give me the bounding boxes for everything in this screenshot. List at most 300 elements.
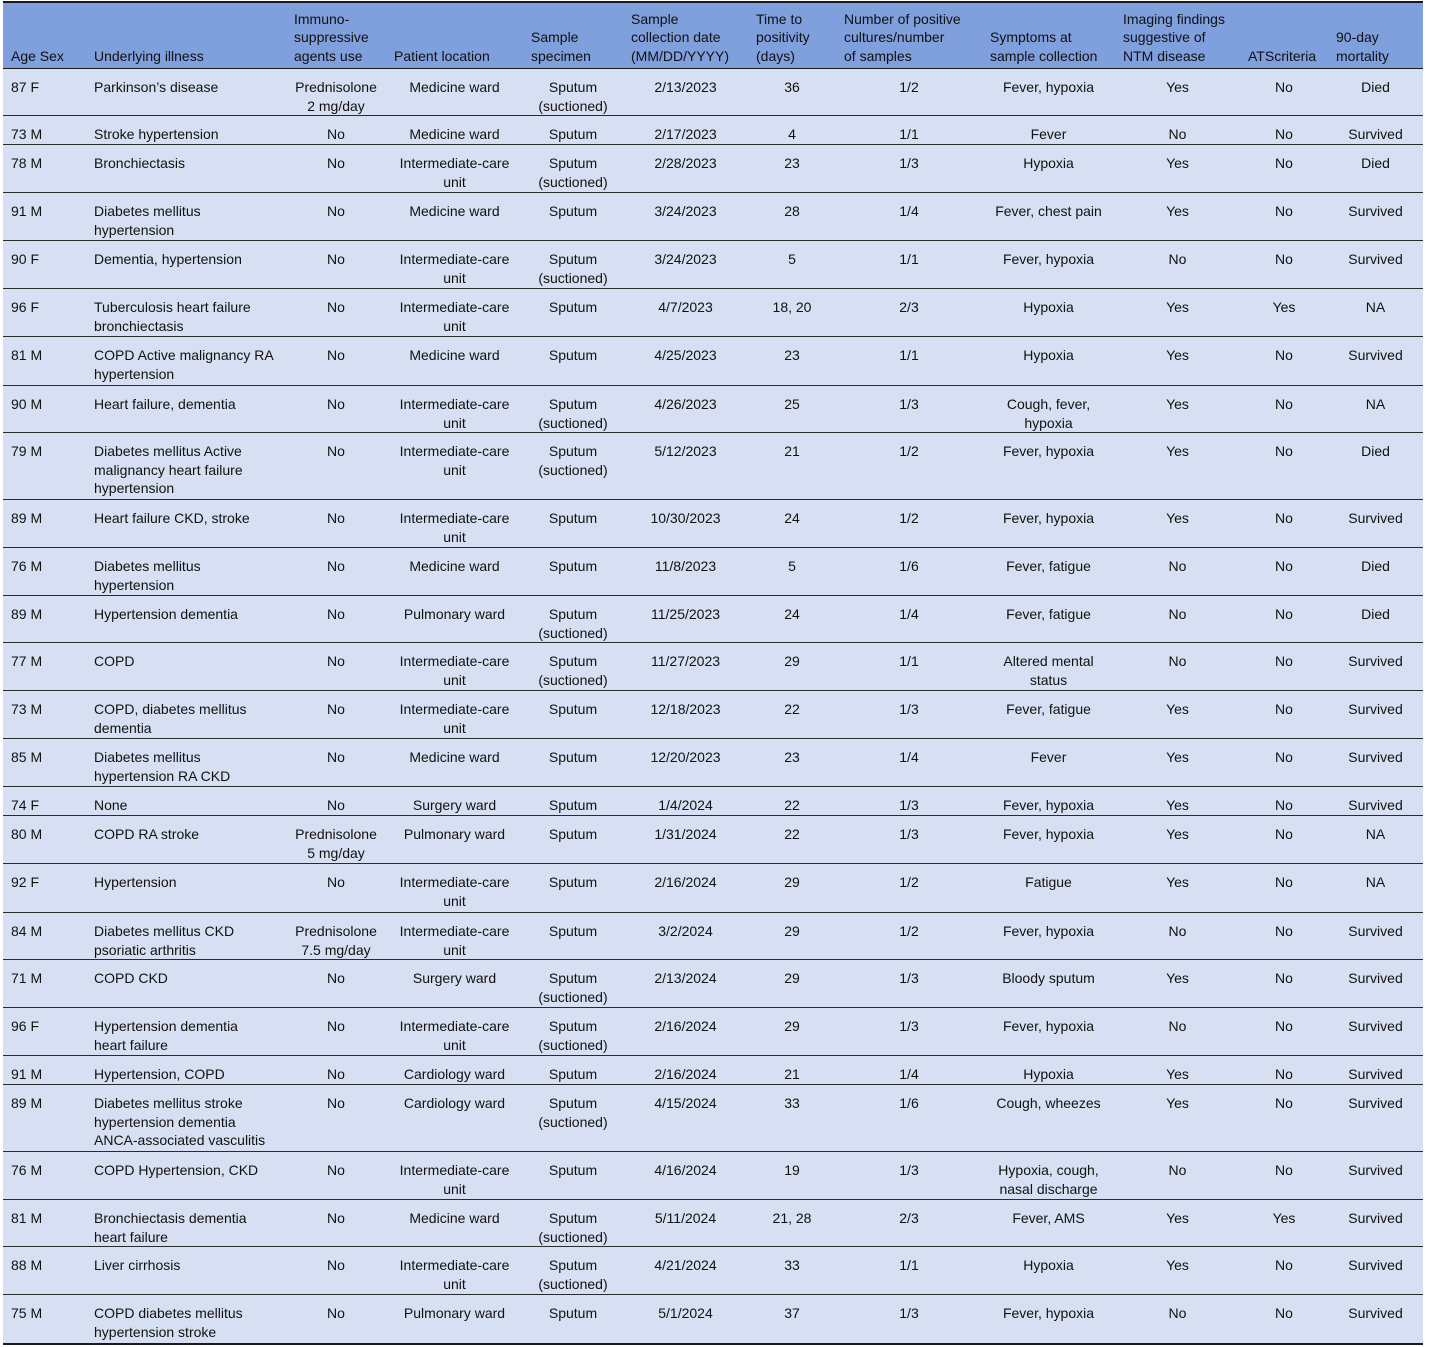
cell-positive-cultures: 1/1 <box>836 643 982 691</box>
column-header-ats-criteria: ATScriteria <box>1240 3 1328 69</box>
table-row <box>3 548 1423 596</box>
cell-ats-criteria: No <box>1240 864 1328 913</box>
cell-imaging-findings: No <box>1115 241 1240 289</box>
cell-age-sex: 76 M <box>3 1152 86 1200</box>
cell-collection-date: 10/30/2023 <box>623 500 748 548</box>
cell-sample-specimen: Sputum <box>523 691 623 739</box>
cell-positive-cultures: 1/3 <box>836 960 982 1008</box>
cell-underlying-illness: Dementia, hypertension <box>86 241 286 289</box>
cell-collection-date: 1/4/2024 <box>623 787 748 816</box>
cell-imaging-findings: No <box>1115 913 1240 960</box>
column-header-underlying-illness: Underlying illness <box>86 3 286 69</box>
cell-age-sex: 78 M <box>3 145 86 193</box>
column-header-imaging-findings: Imaging findings suggestive of NTM disease <box>1115 3 1240 69</box>
column-header-patient-location: Patient location <box>386 3 523 69</box>
cell-collection-date: 2/13/2023 <box>623 69 748 116</box>
cell-mortality: Died <box>1328 596 1423 643</box>
cell-immunosuppressive-agents: No <box>286 548 386 596</box>
cell-underlying-illness: Tuberculosis heart failure bronchiectasis <box>86 289 286 337</box>
cell-patient-location: Intermediate-care unit <box>386 241 523 289</box>
cell-imaging-findings: Yes <box>1115 500 1240 548</box>
cell-age-sex: 79 M <box>3 433 86 500</box>
cell-ats-criteria: No <box>1240 337 1328 386</box>
cell-patient-location: Surgery ward <box>386 787 523 816</box>
cell-sample-specimen: Sputum (suctioned) <box>523 596 623 643</box>
cell-positive-cultures: 1/3 <box>836 816 982 864</box>
cell-positive-cultures: 2/3 <box>836 1200 982 1247</box>
cell-age-sex: 74 F <box>3 787 86 816</box>
column-header-age-sex: Age Sex <box>3 3 86 69</box>
cell-patient-location: Pulmonary ward <box>386 816 523 864</box>
table-row <box>3 386 1423 433</box>
cell-time-to-positivity: 22 <box>748 691 836 739</box>
cell-underlying-illness: Bronchiectasis dementia heart failure <box>86 1200 286 1247</box>
cell-symptoms: Cough, wheezes <box>982 1085 1115 1152</box>
cell-ats-criteria: No <box>1240 548 1328 596</box>
cell-mortality: NA <box>1328 289 1423 337</box>
cell-ats-criteria: No <box>1240 241 1328 289</box>
cell-positive-cultures: 1/3 <box>899 1305 919 1321</box>
cell-sample-specimen: Sputum <box>523 193 623 241</box>
cell-collection-date: 4/7/2023 <box>623 289 748 337</box>
cell-sample-specimen: Sputum (suctioned) <box>523 1008 623 1056</box>
cell-age-sex: 84 M <box>3 913 86 960</box>
cell-age-sex: 77 M <box>3 643 86 691</box>
cell-symptoms: Fever, hypoxia <box>982 1008 1115 1056</box>
cell-symptoms: Fever, hypoxia <box>982 433 1115 500</box>
cell-symptoms: Fever, hypoxia <box>982 69 1115 116</box>
cell-time-to-positivity: 22 <box>748 816 836 864</box>
cell-sample-specimen: Sputum <box>523 864 623 913</box>
cell-underlying-illness: Diabetes mellitus hypertension RA CKD <box>86 739 286 787</box>
cell-age-sex: 89 M <box>3 596 86 643</box>
cell-mortality: Survived <box>1328 1008 1423 1056</box>
cell-symptoms: Fatigue <box>982 864 1115 913</box>
cell-immunosuppressive-agents: No <box>286 864 386 913</box>
cell-symptoms: Fever, hypoxia <box>982 500 1115 548</box>
cell-mortality: Died <box>1328 433 1423 500</box>
cell-sample-specimen: Sputum <box>523 500 623 548</box>
cell-underlying-illness: COPD Hypertension, CKD <box>86 1152 286 1200</box>
cell-time-to-positivity: 18, 20 <box>748 289 836 337</box>
cell-immunosuppressive-agents: Prednisolone 5 mg/day <box>286 816 386 864</box>
cell-immunosuppressive-agents: No <box>286 739 386 787</box>
cell-imaging-findings: Yes <box>1115 787 1240 816</box>
table-row <box>3 289 1423 337</box>
cell-time-to-positivity: 5 <box>748 241 836 289</box>
cell-immunosuppressive-agents: No <box>286 1247 386 1295</box>
cell-collection-date: 4/26/2023 <box>623 386 748 433</box>
cell-patient-location: Intermediate-care unit <box>386 643 523 691</box>
cell-underlying-illness: Parkinson’s disease <box>86 69 286 116</box>
cell-positive-cultures: 1/6 <box>836 1085 982 1152</box>
header-row <box>3 3 1423 69</box>
cell-underlying-illness: Diabetes mellitus Active malignancy heart failure hypertension <box>86 433 286 500</box>
cell-time-to-positivity: 29 <box>748 960 836 1008</box>
cell-immunosuppressive-agents: No <box>286 1085 386 1152</box>
cell-collection-date: 5/11/2024 <box>623 1200 748 1247</box>
cell-symptoms: Fever <box>982 739 1115 787</box>
cell-mortality: Survived <box>1328 1247 1423 1295</box>
cell-sample-specimen: Sputum (suctioned) <box>523 69 623 116</box>
cell-patient-location: Cardiology ward <box>386 1056 523 1085</box>
table-row <box>3 864 1423 913</box>
cell-ats-criteria: No <box>1240 1008 1328 1056</box>
cell-symptoms: Hypoxia <box>982 1056 1115 1085</box>
cell-immunosuppressive-agents: No <box>286 1152 386 1200</box>
cell-ats-criteria: Yes <box>1240 289 1328 337</box>
cell-symptoms: Hypoxia, cough, nasal discharge <box>982 1152 1115 1200</box>
cell-time-to-positivity: 29 <box>748 643 836 691</box>
cell-ats-criteria: No <box>1240 960 1328 1008</box>
cell-immunosuppressive-agents: No <box>286 193 386 241</box>
cell-sample-specimen: Sputum (suctioned) <box>523 1200 623 1247</box>
cell-age-sex: 96 F <box>3 289 86 337</box>
table-row <box>3 241 1423 289</box>
cell-collection-date: 2/13/2024 <box>623 960 748 1008</box>
cell-ats-criteria: No <box>1240 500 1328 548</box>
cell-mortality: Survived <box>1328 691 1423 739</box>
cell-symptoms: Fever, hypoxia <box>982 787 1115 816</box>
cell-underlying-illness: COPD diabetes mellitus hypertension stroke <box>94 1305 243 1340</box>
cell-positive-cultures: 1/3 <box>836 1152 982 1200</box>
table-row <box>3 1200 1423 1247</box>
cell-symptoms: Fever, fatigue <box>982 691 1115 739</box>
cell-patient-location: Medicine ward <box>386 193 523 241</box>
cell-mortality: Survived <box>1328 787 1423 816</box>
cell-symptoms: Fever, hypoxia <box>982 913 1115 960</box>
patient-table <box>3 3 1423 1342</box>
cell-positive-cultures: 1/2 <box>836 69 982 116</box>
cell-symptoms: Altered mental status <box>982 643 1115 691</box>
cell-underlying-illness: COPD RA stroke <box>86 816 286 864</box>
cell-collection-date: 12/18/2023 <box>623 691 748 739</box>
cell-immunosuppressive-agents: No <box>286 289 386 337</box>
cell-immunosuppressive-agents: No <box>286 960 386 1008</box>
cell-collection-date: 4/21/2024 <box>623 1247 748 1295</box>
cell-imaging-findings: Yes <box>1115 864 1240 913</box>
cell-underlying-illness: Heart failure CKD, stroke <box>86 500 286 548</box>
cell-ats-criteria: No <box>1240 1247 1328 1295</box>
cell-patient-location: Intermediate-care unit <box>386 386 523 433</box>
cell-age-sex: 75 M <box>11 1305 43 1321</box>
cell-patient-location: Intermediate-care unit <box>386 500 523 548</box>
cell-immunosuppressive-agents: No <box>286 1200 386 1247</box>
cell-positive-cultures: 1/4 <box>836 739 982 787</box>
cell-symptoms: Fever, chest pain <box>982 193 1115 241</box>
cell-age-sex: 88 M <box>3 1247 86 1295</box>
cell-imaging-findings: Yes <box>1115 1247 1240 1295</box>
cell-age-sex: 91 M <box>3 1056 86 1085</box>
cell-time-to-positivity: 29 <box>748 913 836 960</box>
cell-symptoms: Fever, hypoxia <box>982 816 1115 864</box>
cell-underlying-illness: Hypertension dementia heart failure <box>86 1008 286 1056</box>
cell-positive-cultures: 1/2 <box>836 500 982 548</box>
cell-mortality: Survived <box>1328 1085 1423 1152</box>
cell-sample-specimen: Sputum (suctioned) <box>523 1247 623 1295</box>
cell-patient-location: Intermediate-care unit <box>386 864 523 913</box>
cell-time-to-positivity: 24 <box>748 596 836 643</box>
table-row <box>3 960 1423 1008</box>
cell-age-sex: 90 F <box>3 241 86 289</box>
cell-underlying-illness: COPD Active malignancy RA hypertension <box>86 337 286 386</box>
cell-time-to-positivity: 25 <box>748 386 836 433</box>
cell-positive-cultures: 1/1 <box>836 337 982 386</box>
cell-imaging-findings: Yes <box>1115 69 1240 116</box>
cell-ats-criteria: No <box>1240 1085 1328 1152</box>
cell-mortality: Survived <box>1328 1152 1423 1200</box>
cell-sample-specimen: Sputum <box>548 1305 598 1321</box>
cell-symptoms: Hypoxia <box>982 1247 1115 1295</box>
cell-symptoms: Hypoxia <box>982 289 1115 337</box>
cell-underlying-illness: Diabetes mellitus stroke hypertension dementia ANCA-associated vasculitis <box>86 1085 286 1152</box>
cell-immunosuppressive-agents: No <box>286 691 386 739</box>
cell-imaging-findings: Yes <box>1115 1200 1240 1247</box>
cell-time-to-positivity: 24 <box>748 500 836 548</box>
cell-symptoms: Bloody sputum <box>982 960 1115 1008</box>
cell-imaging-findings: No <box>1115 1008 1240 1056</box>
cell-patient-location: Intermediate-care unit <box>386 1008 523 1056</box>
cell-time-to-positivity: 37 <box>784 1305 800 1321</box>
cell-collection-date: 11/25/2023 <box>623 596 748 643</box>
table-row <box>3 1247 1423 1295</box>
cell-patient-location: Intermediate-care unit <box>386 691 523 739</box>
cell-mortality: Survived <box>1328 193 1423 241</box>
cell-age-sex: 85 M <box>3 739 86 787</box>
cell-mortality: Died <box>1328 145 1423 193</box>
cell-mortality: Survived <box>1328 500 1423 548</box>
cell-age-sex: 89 M <box>3 500 86 548</box>
cell-age-sex: 71 M <box>3 960 86 1008</box>
cell-immunosuppressive-agents: No <box>286 1056 386 1085</box>
cell-underlying-illness: COPD CKD <box>86 960 286 1008</box>
cell-sample-specimen: Sputum <box>523 337 623 386</box>
cell-underlying-illness: Diabetes mellitus CKD psoriatic arthritis <box>86 913 286 960</box>
cell-sample-specimen: Sputum (suctioned) <box>523 145 623 193</box>
cell-ats-criteria: No <box>1240 1152 1328 1200</box>
cell-sample-specimen: Sputum (suctioned) <box>523 433 623 500</box>
cell-mortality: Died <box>1328 69 1423 116</box>
cell-imaging-findings: No <box>1115 548 1240 596</box>
cell-mortality: Survived <box>1328 739 1423 787</box>
cell-immunosuppressive-agents: No <box>327 1305 345 1321</box>
cell-symptoms: Hypoxia <box>982 145 1115 193</box>
cell-time-to-positivity: 21 <box>748 1056 836 1085</box>
table-row <box>3 116 1423 145</box>
cell-mortality: Died <box>1328 548 1423 596</box>
cell-imaging-findings: No <box>1115 596 1240 643</box>
cell-collection-date: 1/31/2024 <box>623 816 748 864</box>
data-table-container <box>3 1 1423 1345</box>
table-row <box>3 596 1423 643</box>
cell-patient-location: Pulmonary ward <box>403 1305 506 1321</box>
cell-collection-date: 2/17/2023 <box>623 116 748 145</box>
cell-mortality: Survived <box>1328 1200 1423 1247</box>
cell-age-sex: 81 M <box>3 1200 86 1247</box>
cell-patient-location: Pulmonary ward <box>386 596 523 643</box>
cell-time-to-positivity: 33 <box>748 1085 836 1152</box>
cell-time-to-positivity: 22 <box>748 787 836 816</box>
cell-ats-criteria: No <box>1275 1305 1293 1321</box>
cell-mortality: Survived <box>1328 116 1423 145</box>
cell-symptoms: Hypoxia <box>982 337 1115 386</box>
cell-positive-cultures: 1/3 <box>836 145 982 193</box>
cell-patient-location: Surgery ward <box>386 960 523 1008</box>
cell-imaging-findings: Yes <box>1115 337 1240 386</box>
cell-immunosuppressive-agents: No <box>286 500 386 548</box>
column-header-immunosuppressive-agents: Immuno- suppressive agents use <box>286 3 386 69</box>
cell-age-sex: 96 F <box>3 1008 86 1056</box>
cell-sample-specimen: Sputum <box>523 548 623 596</box>
cell-ats-criteria: No <box>1240 691 1328 739</box>
cell-imaging-findings: Yes <box>1115 739 1240 787</box>
cell-sample-specimen: Sputum <box>523 1152 623 1200</box>
cell-mortality: NA <box>1328 864 1423 913</box>
cell-patient-location: Intermediate-care unit <box>386 1152 523 1200</box>
cell-sample-specimen: Sputum <box>523 289 623 337</box>
cell-patient-location: Medicine ward <box>386 1200 523 1247</box>
cell-patient-location: Intermediate-care unit <box>386 1247 523 1295</box>
table-row <box>3 739 1423 787</box>
table-row <box>3 1056 1423 1085</box>
table-row <box>3 1152 1423 1200</box>
column-header-sample-specimen: Sample specimen <box>523 3 623 69</box>
cell-symptoms: Fever, fatigue <box>982 548 1115 596</box>
cell-imaging-findings: No <box>1115 116 1240 145</box>
cell-age-sex: 73 M <box>3 691 86 739</box>
cell-patient-location: Medicine ward <box>386 116 523 145</box>
cell-immunosuppressive-agents: No <box>286 145 386 193</box>
cell-underlying-illness: Liver cirrhosis <box>86 1247 286 1295</box>
cell-sample-specimen: Sputum <box>523 787 623 816</box>
cell-symptoms: Fever, hypoxia <box>982 241 1115 289</box>
column-header-positive-cultures: Number of positive cultures/number of samples <box>836 3 982 69</box>
cell-collection-date: 5/1/2024 <box>658 1305 713 1321</box>
cell-ats-criteria: No <box>1240 145 1328 193</box>
table-row <box>3 1008 1423 1056</box>
cell-time-to-positivity: 19 <box>748 1152 836 1200</box>
cell-positive-cultures: 1/4 <box>836 596 982 643</box>
cell-sample-specimen: Sputum <box>523 739 623 787</box>
cell-ats-criteria: No <box>1240 816 1328 864</box>
cell-mortality: NA <box>1328 816 1423 864</box>
column-header-symptoms: Symptoms at sample collection <box>982 3 1115 69</box>
cell-immunosuppressive-agents: Prednisolone 7.5 mg/day <box>286 913 386 960</box>
cell-mortality: Survived <box>1328 337 1423 386</box>
table-row <box>3 69 1423 116</box>
cell-positive-cultures: 1/1 <box>836 1247 982 1295</box>
cell-imaging-findings: Yes <box>1115 816 1240 864</box>
cell-collection-date: 2/16/2024 <box>623 1008 748 1056</box>
cell-age-sex: 90 M <box>3 386 86 433</box>
cell-ats-criteria: No <box>1240 386 1328 433</box>
cell-mortality: Survived <box>1328 913 1423 960</box>
cell-collection-date: 3/2/2024 <box>623 913 748 960</box>
cell-positive-cultures: 1/2 <box>836 433 982 500</box>
cell-immunosuppressive-agents: Prednisolone 2 mg/day <box>286 69 386 116</box>
cell-mortality: NA <box>1328 386 1423 433</box>
cell-patient-location: Medicine ward <box>386 337 523 386</box>
cell-time-to-positivity: 29 <box>748 1008 836 1056</box>
cell-mortality: Survived <box>1328 1056 1423 1085</box>
cell-collection-date: 12/20/2023 <box>623 739 748 787</box>
cell-immunosuppressive-agents: No <box>286 241 386 289</box>
cell-mortality: Survived <box>1328 960 1423 1008</box>
table-body <box>3 69 1423 1342</box>
cell-positive-cultures: 1/3 <box>836 1008 982 1056</box>
cell-patient-location: Medicine ward <box>386 548 523 596</box>
cell-collection-date: 4/15/2024 <box>623 1085 748 1152</box>
cell-time-to-positivity: 21, 28 <box>748 1200 836 1247</box>
cell-positive-cultures: 1/6 <box>836 548 982 596</box>
table-row <box>3 643 1423 691</box>
cell-underlying-illness: Stroke hypertension <box>86 116 286 145</box>
cell-imaging-findings: No <box>1168 1305 1187 1321</box>
cell-immunosuppressive-agents: No <box>286 337 386 386</box>
table-row <box>3 691 1423 739</box>
cell-time-to-positivity: 23 <box>748 337 836 386</box>
column-header-mortality: 90-day mortality <box>1328 3 1423 69</box>
cell-immunosuppressive-agents: No <box>286 643 386 691</box>
cell-age-sex: 89 M <box>3 1085 86 1152</box>
cell-patient-location: Medicine ward <box>386 739 523 787</box>
cell-ats-criteria: Yes <box>1240 1200 1328 1247</box>
cell-collection-date: 5/12/2023 <box>623 433 748 500</box>
table-row <box>3 913 1423 960</box>
table-row <box>3 145 1423 193</box>
cell-immunosuppressive-agents: No <box>286 1008 386 1056</box>
cell-imaging-findings: Yes <box>1115 193 1240 241</box>
cell-positive-cultures: 1/2 <box>836 913 982 960</box>
cell-positive-cultures: 1/3 <box>836 787 982 816</box>
cell-collection-date: 2/28/2023 <box>623 145 748 193</box>
cell-symptoms: Cough, fever, hypoxia <box>982 386 1115 433</box>
cell-collection-date: 2/16/2024 <box>623 1056 748 1085</box>
cell-ats-criteria: No <box>1240 643 1328 691</box>
cell-sample-specimen: Sputum (suctioned) <box>523 960 623 1008</box>
cell-sample-specimen: Sputum <box>523 116 623 145</box>
cell-immunosuppressive-agents: No <box>286 116 386 145</box>
cell-positive-cultures: 1/1 <box>836 241 982 289</box>
cell-time-to-positivity: 23 <box>748 739 836 787</box>
table-row <box>3 816 1423 864</box>
cell-time-to-positivity: 5 <box>748 548 836 596</box>
table-row <box>3 1085 1423 1152</box>
cell-patient-location: Intermediate-care unit <box>386 145 523 193</box>
cell-patient-location: Intermediate-care unit <box>386 913 523 960</box>
cell-ats-criteria: No <box>1240 596 1328 643</box>
table-row <box>3 1295 1423 1342</box>
cell-imaging-findings: Yes <box>1115 960 1240 1008</box>
cell-imaging-findings: Yes <box>1115 145 1240 193</box>
table-row <box>3 500 1423 548</box>
cell-mortality: Survived <box>1348 1305 1403 1321</box>
cell-collection-date: 2/16/2024 <box>623 864 748 913</box>
cell-sample-specimen: Sputum <box>523 816 623 864</box>
cell-age-sex: 92 F <box>3 864 86 913</box>
cell-underlying-illness: Diabetes mellitus hypertension <box>86 548 286 596</box>
cell-mortality: Survived <box>1328 643 1423 691</box>
cell-immunosuppressive-agents: No <box>286 787 386 816</box>
cell-underlying-illness: COPD <box>86 643 286 691</box>
cell-imaging-findings: Yes <box>1115 386 1240 433</box>
cell-collection-date: 11/8/2023 <box>623 548 748 596</box>
cell-imaging-findings: Yes <box>1115 433 1240 500</box>
cell-patient-location: Intermediate-care unit <box>386 433 523 500</box>
cell-immunosuppressive-agents: No <box>286 433 386 500</box>
cell-time-to-positivity: 23 <box>748 145 836 193</box>
cell-imaging-findings: No <box>1115 1152 1240 1200</box>
